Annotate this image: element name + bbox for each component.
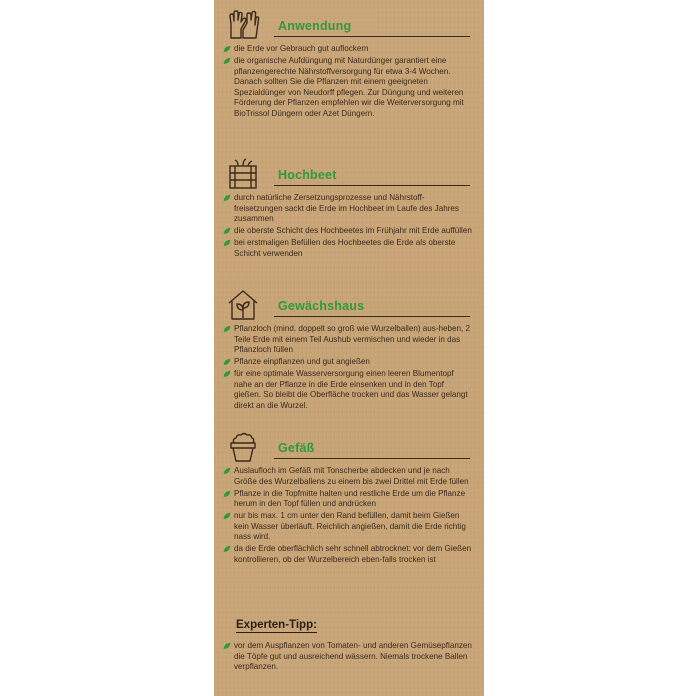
bullet-list — [214, 324, 484, 411]
list-item: Pflanze in die Topfmitte halten und restliche Erde um die Pflanze herum in den Topf füllen und andrücken — [214, 489, 484, 510]
section-header — [214, 155, 484, 193]
leaf-bullet-icon — [223, 325, 231, 333]
list-item: bei erstmaligen Befüllen des Hochbeetes die Erde als oberste Schicht verwenden — [214, 238, 484, 259]
section-header — [214, 6, 484, 44]
leaf-bullet-icon — [223, 57, 231, 65]
leaf-bullet-icon — [223, 545, 231, 553]
greenhouse-icon — [226, 288, 260, 322]
pot-icon — [226, 430, 260, 464]
leaf-bullet-icon — [223, 227, 231, 235]
section-gewaechshaus — [214, 286, 484, 413]
list-item: die oberste Schicht des Hochbeetes im Frühjahr mit Erde auffüllen — [214, 226, 484, 237]
leaf-bullet-icon — [223, 490, 231, 498]
list-item: die Erde vor Gebrauch gut auflockern — [214, 44, 484, 55]
list-item: die organische Aufdüngung mit Naturdünger garantiert eine pflanzengerechte Nährstoffversorgung für etwa 3-4 Wochen. Danach sollten Sie die Pflanzen mit einem geeigneten Spezialdünger von Neudorff pflegen. Zur Düngung und weiteren Förderung der Pflanzen empfehlen wir die Weiterversorgung mit BioTrissol Düngern oder Azet Düngern. — [214, 56, 484, 119]
bullet-list — [214, 641, 484, 673]
section-anwendung — [214, 6, 484, 121]
section-underline — [274, 36, 470, 37]
expert-header — [214, 619, 484, 641]
raised-bed-icon — [226, 157, 260, 191]
section-expert-tip — [214, 619, 484, 674]
section-header — [214, 428, 484, 466]
section-title: Gefäß — [278, 441, 315, 455]
section-title: Gewächshaus — [278, 299, 365, 313]
list-item: durch natürliche Zersetzungsprozesse und Nährstoff-freisetzungen sackt die Erde im Hochbeet im Laufe des Jahres zusammen — [214, 193, 484, 225]
bullet-list — [214, 44, 484, 119]
leaf-bullet-icon — [223, 512, 231, 520]
leaf-bullet-icon — [223, 467, 231, 475]
leaf-bullet-icon — [223, 370, 231, 378]
bullet-list — [214, 466, 484, 565]
leaf-bullet-icon — [223, 239, 231, 247]
section-title: Hochbeet — [278, 168, 337, 182]
section-hochbeet — [214, 155, 484, 261]
leaf-bullet-icon — [223, 358, 231, 366]
leaf-bullet-icon — [223, 194, 231, 202]
expert-title: Experten-Tipp: — [236, 619, 317, 631]
leaf-bullet-icon — [223, 45, 231, 53]
section-underline — [274, 458, 470, 459]
list-item: nur bis max. 1 cm unter den Rand befüllen, damit beim Gießen kein Wasser überläuft. Reichlich angießen, damit die Erde richtig nass wird. — [214, 511, 484, 543]
list-item: für eine optimale Wasserversorgung einen leeren Blumentopf nahe an der Pflanze in die Erde einsenken und in den Topf gießen. So bleibt die Oberfläche trocken und das Wasser gelangt direkt an die Wurzel. — [214, 369, 484, 411]
section-title: Anwendung — [278, 19, 352, 33]
section-underline — [274, 185, 470, 186]
section-underline — [274, 316, 470, 317]
product-info-panel — [214, 0, 484, 696]
list-item: Auslaufloch im Gefäß mit Tonscherbe abdecken und je nach Größe des Wurzelballens zu einem bis zwei Drittel mit Erde füllen — [214, 466, 484, 487]
section-gefaess — [214, 428, 484, 567]
list-item: vor dem Auspflanzen von Tomaten- und anderen Gemüsepflanzen die Töpfe gut und ausreichend wässern. Niemals trockene Ballen verpflanzen. — [214, 641, 484, 673]
leaf-bullet-icon — [223, 642, 231, 650]
list-item: da die Erde oberflächlich sehr schnell abtrocknet: vor dem Gießen kontrollieren, ob der Wurzelbereich eben-falls trocken ist — [214, 544, 484, 565]
list-item: Pflanze einpflanzen und gut angießen — [214, 357, 484, 368]
gloves-icon — [226, 8, 260, 42]
list-item: Pflanzloch (mind. doppelt so groß wie Wurzelballen) aus-heben, 2 Teile Erde mit einem Teil Aushub vermischen und wieder in das Pflanzloch füllen — [214, 324, 484, 356]
section-header — [214, 286, 484, 324]
bullet-list — [214, 193, 484, 259]
